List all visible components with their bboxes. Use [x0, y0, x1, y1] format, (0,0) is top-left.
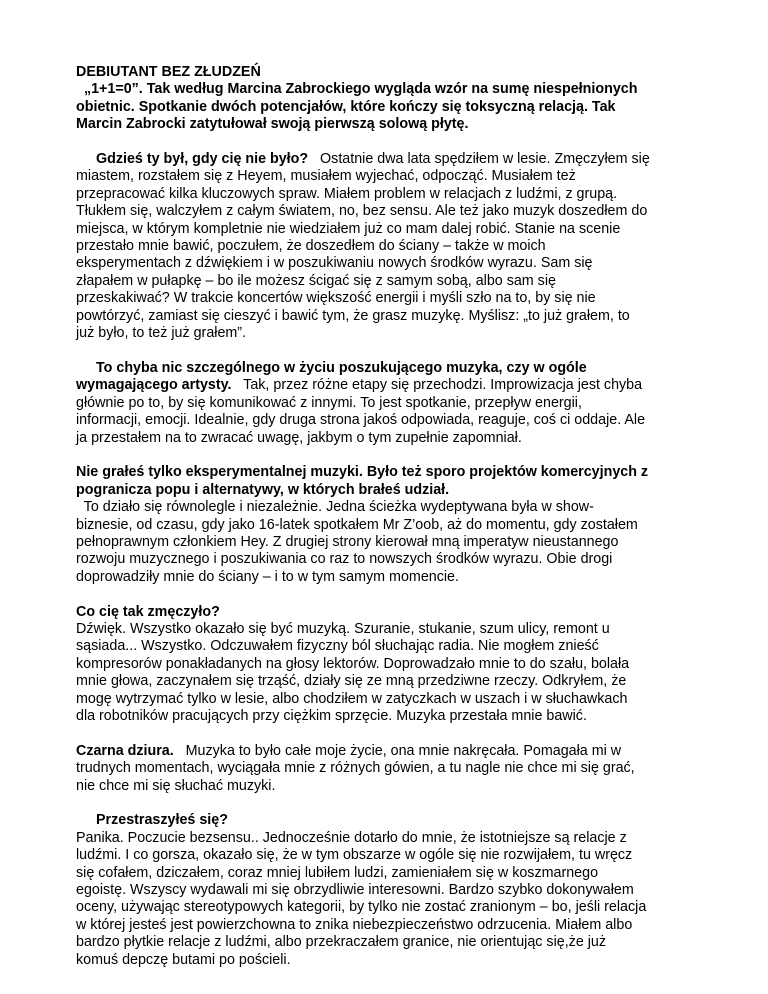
interview-section: [76, 604, 708, 726]
answer-line: Dźwięk. Wszystko okazało się być muzyką. Szuranie, stukanie, szum ulicy, remont u: [76, 620, 610, 637]
answer-line: egoistę. Wszyscy wydawali mi się obrzydliwie interesowni. Bardzo szybko dokonywałem: [76, 882, 634, 898]
answer-line: już było, to też już grałem”.: [76, 325, 247, 342]
interview-question: wymagającego artysty.: [76, 377, 232, 394]
interview-question: Czarna dziura.: [76, 742, 174, 759]
answer-line: miastem, rozstałem się z Heyem, musiałem wyjechać, odpocząć. Musiałem też: [76, 168, 576, 185]
answer-line: ludźmi. I co gorsza, okazało się, że w tym obszarze w ogóle się nie rozwijałem, tu wręcz: [76, 847, 633, 864]
answer-line: Panika. Poczucie bezsensu.. Jednocześnie dotarło do mnie, że istotniejsze są relacje z: [76, 829, 627, 846]
answer-line: doprowadziły mnie do ściany – i to w tym samym momencie.: [76, 568, 459, 585]
answer-line: złapałem w pułapkę – bo ile możesz ścigać się z samym sobą, albo sam się: [76, 272, 556, 289]
answer-line: oceny, używając stereotypowych kategorii, by tylko nie zostać zranionym – bo, jeśli relacja: [76, 899, 647, 916]
answer-line: dla robotników pracujących przy ciężkim sprzęcie. Muzyka przestała mnie bawić.: [76, 707, 587, 724]
answer-line: nie chce mi się słuchać muzyki.: [76, 777, 276, 794]
answer-line: powtórzyć, zamiast się cieszyć i bawić tym, że grasz muzykę. Myślisz: „to już grałem, to: [76, 307, 630, 324]
answer-line: Tłukłem się, walczyłem z całym światem, no, bez sensu. Ale też jako muzyk doszedłem do: [76, 203, 648, 220]
interview-section: [76, 743, 708, 795]
answer-line: bardzo płytkie relacje z ludźmi, albo przekraczałem granice, nie orientując się,że już: [76, 934, 607, 951]
answer-line: głównie po to, by się komunikować z innymi. To jest spotkanie, przepływ energii,: [76, 394, 582, 411]
answer-line: trudnych momentach, wyciągała mnie z różnych gówien, a tu nagle nie chce mi się grać,: [76, 760, 635, 777]
interview-question: To chyba nic szczególnego w życiu poszukującego muzyka, czy w ogóle: [96, 359, 587, 376]
answer-line: mogę wytrzymać tylko w lesie, albo chodziłem w zatyczkach w uszach i w słuchawkach: [76, 690, 628, 707]
answer-line: mnie głowa, zaczynałem się trząść, działy się ze mną przedziwne rzeczy. Odkryłem, że: [76, 673, 627, 690]
article-header: [76, 64, 708, 134]
answer-line: sąsiada... Wszystko. Odczuwałem fizyczny ból słuchając radia. Nie mogłem znieść: [76, 638, 599, 655]
answer-line: komuś depczę butami po pościeli.: [76, 951, 291, 968]
answer-line: przepracować kilka kluczowych spraw. Miałem problem w relacjach z ludźmi, z grupą.: [76, 185, 618, 202]
lead-line: „1+1=0”. Tak według Marcina Zabrockiego wygląda wzór na sumę niespełnionych: [76, 81, 638, 98]
interview-question: Przestraszyłeś się?: [96, 812, 228, 829]
interview-section: [76, 464, 708, 586]
answer-line: Muzyka to było całe moje życie, ona mnie nakręcała. Pomagała mi w: [185, 742, 622, 759]
document-page: [76, 64, 708, 969]
answer-line: się cofałem, dziczałem, coraz mniej lubiłem ludzi, zamieniałem się w koszmarnego: [76, 864, 599, 881]
answer-line: przeskakiwać? W trakcie koncertów większość energii i myśli szło na to, by się nie: [76, 290, 596, 307]
answer-line: przestało mnie bawić, poczułem, że doszedłem do ściany – także w moich: [76, 238, 546, 255]
answer-line: rozwoju muzycznego i poszukiwania co raz to nowszych środków wyrazu. Obie drogi: [76, 551, 613, 568]
interview-question: Nie grałeś tylko eksperymentalnej muzyki. Było też sporo projektów komercyjnych z: [76, 464, 649, 481]
answer-line: Tak, przez różne etapy się przechodzi. Improwizacja jest chyba: [243, 377, 643, 394]
answer-line: ja przestałem na to zwracać uwagę, jakbym o tym zupełnie zapomniał.: [76, 429, 522, 446]
interview-section: [76, 151, 708, 342]
answer-line: kompresorów ponakładanych na głosy lektorów. Doprowadzało mnie to do szału, bolała: [76, 655, 630, 672]
interview-question: Co cię tak zmęczyło?: [76, 603, 220, 620]
answer-line: informacji, emocji. Idealnie, gdy druga strona jakoś odpowiada, reaguje, coś ci oddaje. Ale: [76, 412, 646, 429]
answer-line: eksperymentach z dźwiękiem i w poszukiwaniu nowych środków wyrazu. Sam się: [76, 255, 593, 272]
article-title: DEBIUTANT BEZ ZŁUDZEŃ: [76, 64, 261, 80]
answer-line: To działo się równolegle i niezależnie. Jedna ścieżka wydeptywana była w show-: [76, 499, 594, 516]
answer-line: miejsca, w którym kompletnie nie wiedziałem już co mam dalej robić. Stanie na scenie: [76, 220, 621, 237]
interview-question: pogranicza popu i alternatywy, w których brałeś udział.: [76, 481, 450, 498]
answer-line: biznesie, od czasu, gdy jako 16-latek spotkałem Mr Z’oob, aż do momentu, gdy zostałem: [76, 516, 638, 533]
answer-line: pełnoprawnym członkiem Hey. Z drugiej strony kierował mną imperatyw nieustannego: [76, 533, 619, 550]
lead-line: Marcin Zabrocki zatytułował swoją pierwszą solową płytę.: [76, 116, 469, 133]
interview-section: [76, 812, 708, 969]
answer-line: Ostatnie dwa lata spędziłem w lesie. Zmęczyłem się: [320, 151, 650, 168]
answer-line: w której jesteś jest powierzchowna to znika niebezpieczeństwo odrzucenia. Miałem albo: [76, 916, 633, 933]
interview-question: Gdzieś ty był, gdy cię nie było?: [96, 151, 309, 168]
interview-section: [76, 360, 708, 447]
lead-line: obietnic. Spotkanie dwóch potencjałów, które kończy się toksyczną relacją. Tak: [76, 98, 616, 115]
